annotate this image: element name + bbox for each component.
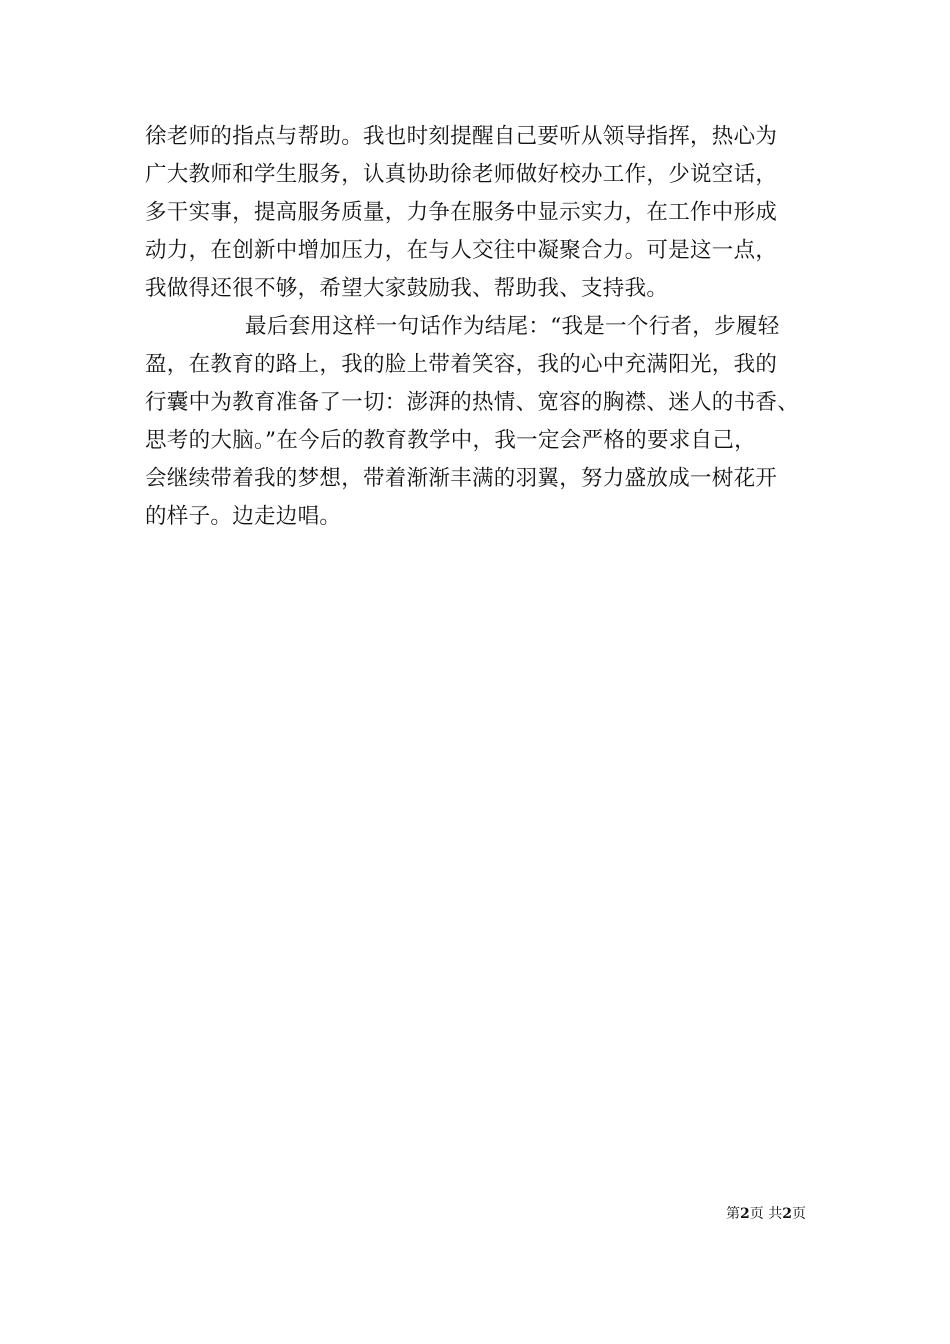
footer-total-pages: 2 <box>782 1206 792 1222</box>
text-line: 徐老师的指点与帮助。我也时刻提醒自己要听从领导指挥，热心为 <box>145 124 778 149</box>
text-line: 行囊中为教育准备了一切：澎湃的热情、宽容的胸襟、迷人的书香、 <box>145 390 800 415</box>
document-body <box>145 118 815 536</box>
page-footer <box>0 1204 806 1224</box>
text-line: 会继续带着我的梦想，带着渐渐丰满的羽翼，努力盛放成一树花开 <box>145 466 778 491</box>
text-line: 动力，在创新中增加压力，在与人交往中凝聚合力。可是这一点， <box>145 238 778 263</box>
text-line: 多干实事，提高服务质量，力争在服务中显示实力，在工作中形成 <box>145 200 778 225</box>
text-line: 的样子。边走边唱。 <box>145 504 342 529</box>
footer-current-page: 2 <box>740 1206 750 1222</box>
paragraph-first-line: 最后套用这样一句话作为结尾：“我是一个行者，步履轻 <box>245 314 780 339</box>
footer-suffix: 页 <box>792 1206 806 1222</box>
footer-middle: 页 共 <box>749 1206 783 1222</box>
text-line: 我做得还很不够，希望大家鼓励我、帮助我、支持我。 <box>145 276 669 301</box>
text-line: 思考的大脑。”在今后的教育教学中，我一定会严格的要求自己， <box>145 428 756 453</box>
footer-prefix: 第 <box>726 1206 741 1222</box>
text-line: 广大教师和学生服务，认真协助徐老师做好校办工作，少说空话， <box>145 162 778 187</box>
text-line: 盈，在教育的路上，我的脸上带着笑容，我的心中充满阳光，我的 <box>145 352 778 377</box>
